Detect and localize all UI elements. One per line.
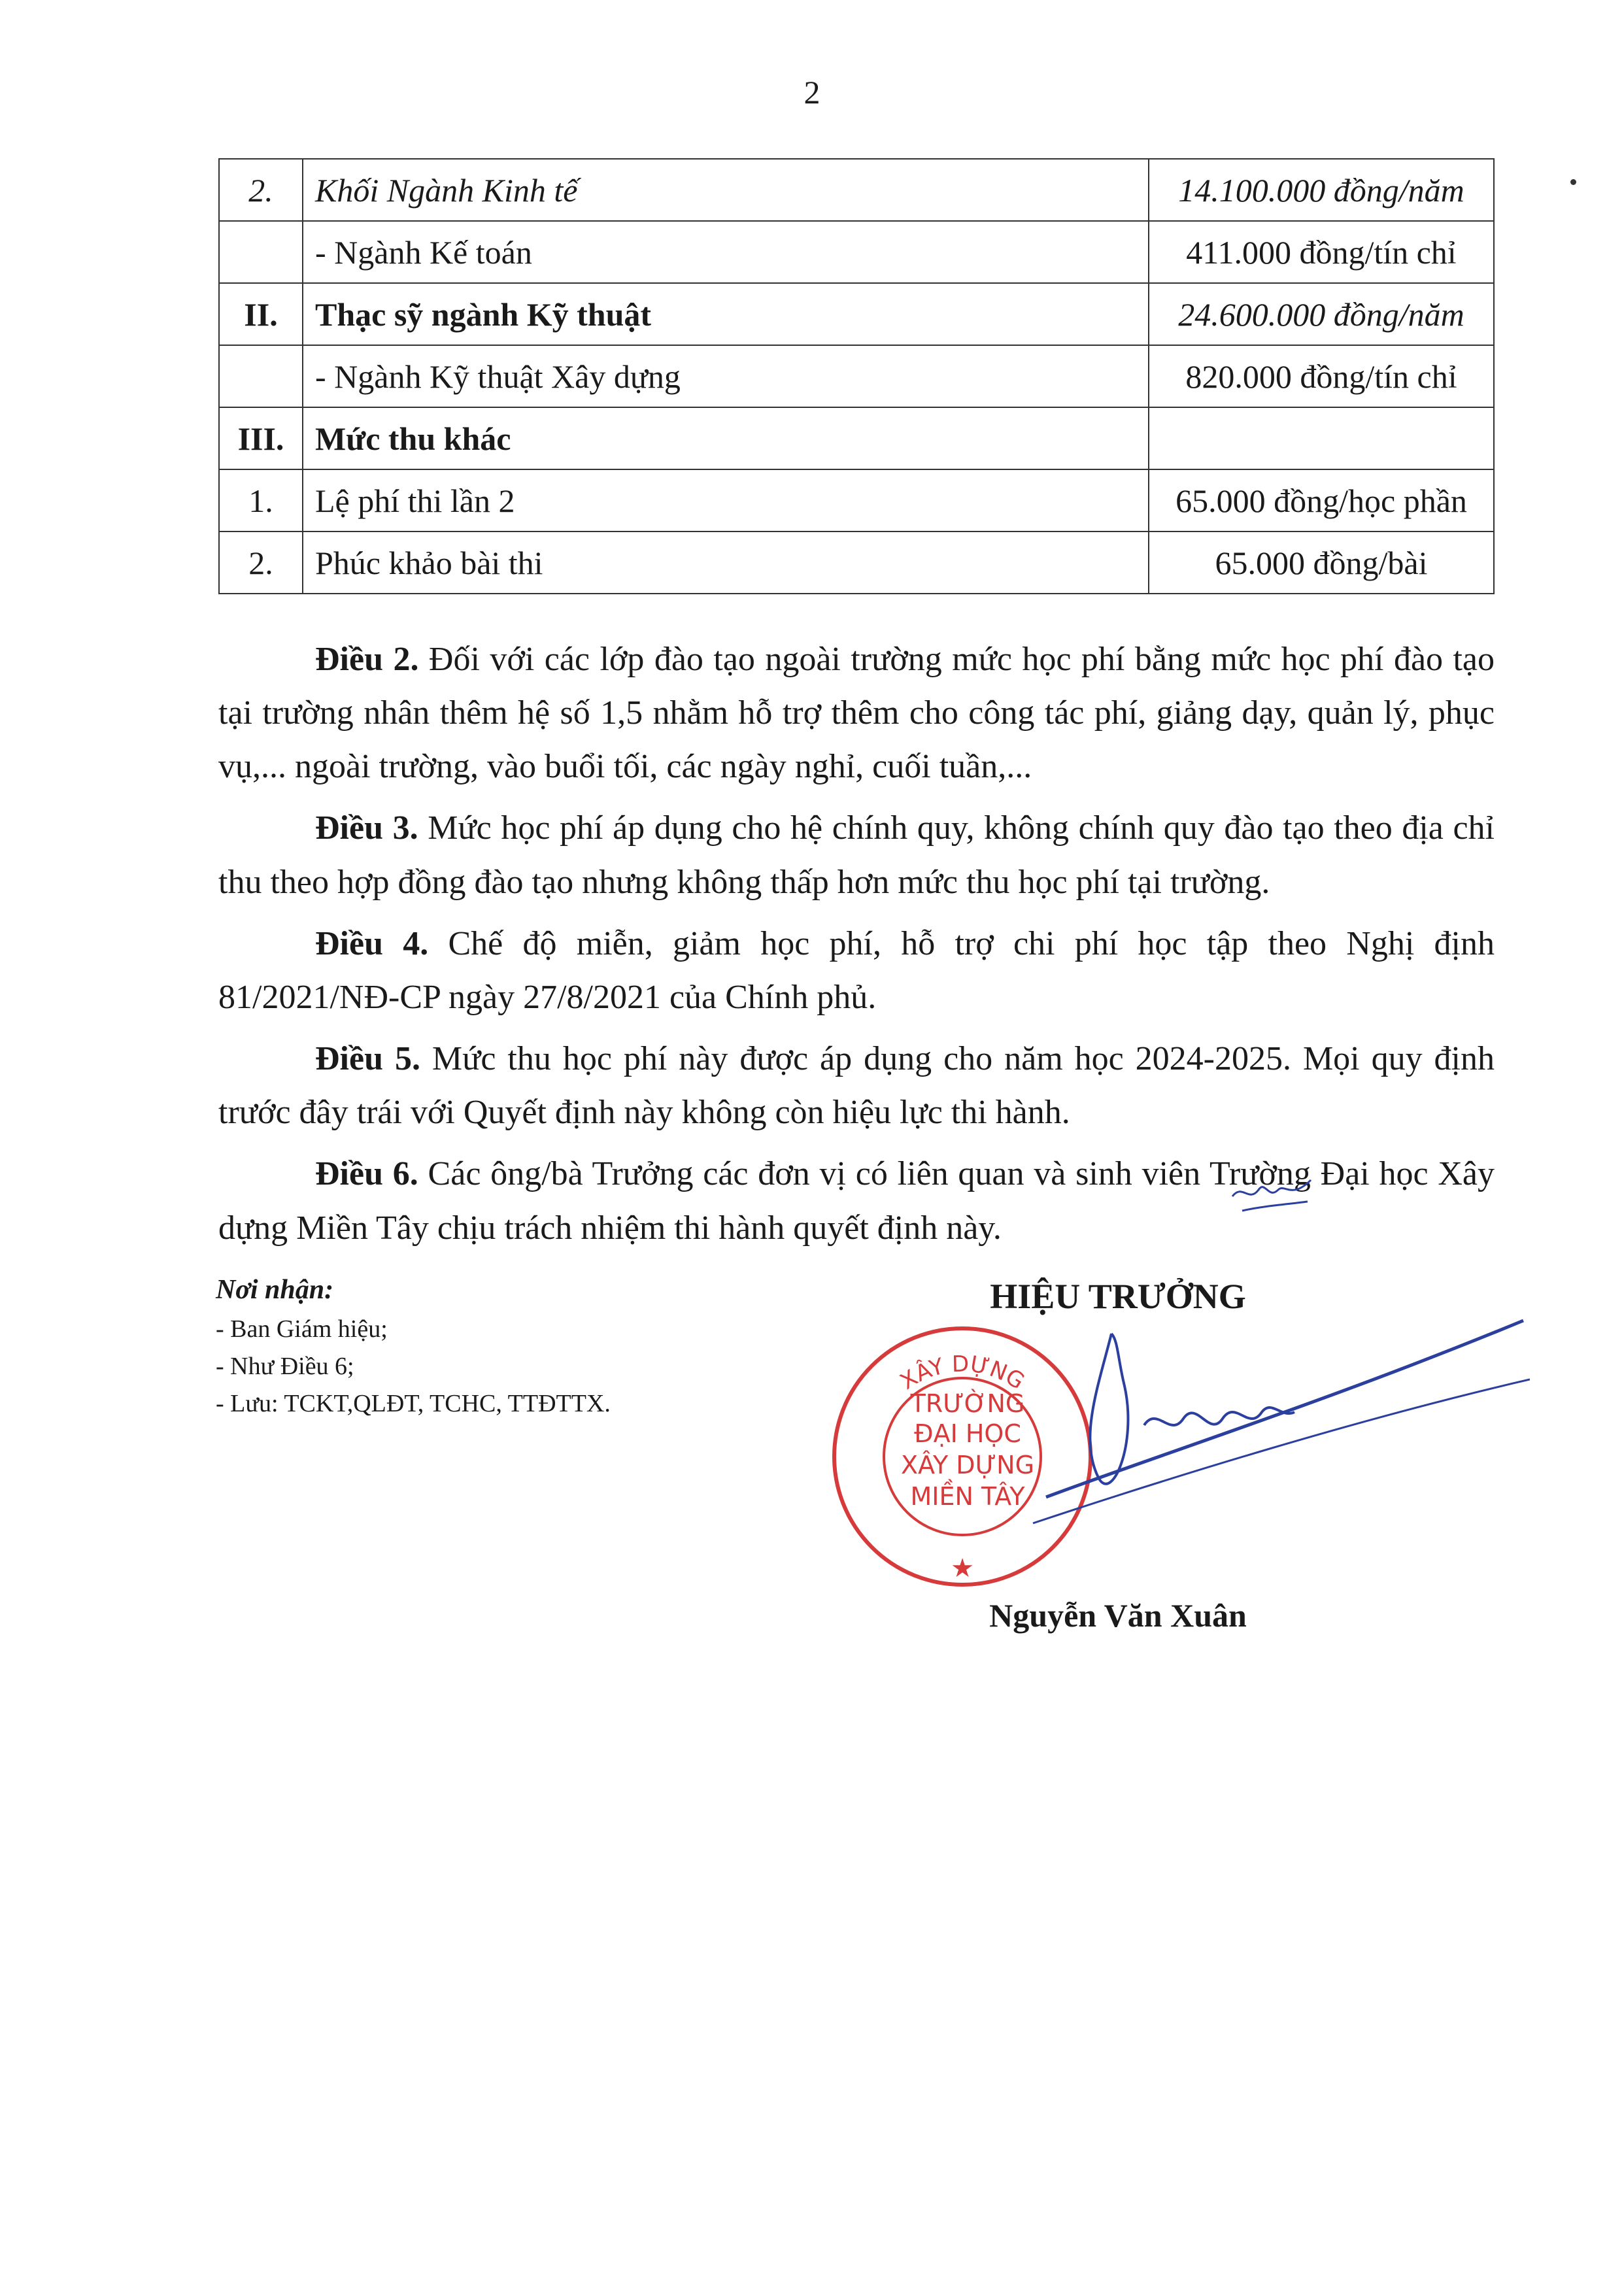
row-amount: 820.000 đồng/tín chỉ bbox=[1149, 345, 1494, 407]
table-row bbox=[219, 221, 1494, 283]
article-paragraph bbox=[218, 1032, 1495, 1139]
table-row bbox=[219, 159, 1494, 221]
fee-table bbox=[218, 158, 1495, 594]
row-number bbox=[219, 221, 303, 283]
signer-title: HIỆU TRƯỞNG bbox=[990, 1277, 1246, 1316]
row-number: 2. bbox=[219, 531, 303, 594]
seal-line: XÂY DỰNG bbox=[900, 1451, 1035, 1479]
row-number bbox=[219, 345, 303, 407]
seal-line: ĐẠI HỌC bbox=[914, 1419, 1021, 1448]
scan-speck bbox=[1570, 179, 1576, 185]
row-number: 1. bbox=[219, 469, 303, 531]
row-item: Phúc khảo bài thi bbox=[303, 531, 1149, 594]
article-text: Đối với các lớp đào tạo ngoài trường mức học phí bằng mức học phí đào tạo tại trường nhân thêm hệ số 1,5 nhằm hỗ trợ thêm cho công tác phí, giảng dạy, quản lý, phục vụ,... ngoài trường, vào buổi tối, các ngày nghỉ, cuối tuần,... bbox=[218, 641, 1495, 786]
article-paragraph bbox=[218, 801, 1495, 909]
signer-name: Nguyễn Văn Xuân bbox=[989, 1597, 1247, 1634]
row-item: Mức thu khác bbox=[303, 407, 1149, 469]
page-number: 2 bbox=[804, 74, 820, 110]
article-paragraph bbox=[218, 917, 1495, 1024]
row-amount: 65.000 đồng/bài bbox=[1149, 531, 1494, 594]
table-row bbox=[219, 345, 1494, 407]
table-row bbox=[219, 407, 1494, 469]
handwritten-signature bbox=[1020, 1307, 1530, 1556]
recipients-block bbox=[216, 1270, 611, 1423]
recipient-item: - Như Điều 6; bbox=[216, 1353, 354, 1380]
article-label: Điều 3. bbox=[315, 809, 418, 847]
article-paragraph bbox=[218, 633, 1495, 794]
row-item: - Ngành Kế toán bbox=[303, 221, 1149, 283]
row-number: II. bbox=[219, 283, 303, 345]
article-label: Điều 4. bbox=[315, 924, 429, 962]
article-text: Chế độ miễn, giảm học phí, hỗ trợ chi phí học tập theo Nghị định 81/2021/NĐ-CP ngày 27/8/2021 của Chính phủ. bbox=[218, 924, 1495, 1016]
article-text: Các ông/bà Trưởng các đơn vị có liên quan và sinh viên Trường Đại học Xây dựng Miền Tây chịu trách nhiệm thi hành quyết định này. bbox=[218, 1155, 1495, 1247]
table-row bbox=[219, 283, 1494, 345]
article-label: Điều 6. bbox=[315, 1155, 418, 1193]
recipient-item: - Ban Giám hiệu; bbox=[216, 1315, 388, 1343]
initials-mark bbox=[1229, 1170, 1314, 1216]
article-text: Mức thu học phí này được áp dụng cho năm học 2024-2025. Mọi quy định trước đây trái với Quyết định này không còn hiệu lực thi hành. bbox=[218, 1040, 1495, 1132]
row-number: 2. bbox=[219, 159, 303, 221]
seal-line: TRƯỜNG bbox=[910, 1389, 1025, 1418]
row-amount: 24.600.000 đồng/năm bbox=[1149, 283, 1494, 345]
seal-star-icon: ★ bbox=[951, 1553, 974, 1583]
table-row bbox=[219, 469, 1494, 531]
row-number: III. bbox=[219, 407, 303, 469]
table-row bbox=[219, 531, 1494, 594]
articles-section bbox=[218, 633, 1495, 1263]
row-item: - Ngành Kỹ thuật Xây dựng bbox=[303, 345, 1149, 407]
row-amount: 65.000 đồng/học phần bbox=[1149, 469, 1494, 531]
seal-outer-text: XÂY DỰNG bbox=[895, 1351, 1029, 1395]
row-item: Lệ phí thi lần 2 bbox=[303, 469, 1149, 531]
row-amount: 14.100.000 đồng/năm bbox=[1149, 159, 1494, 221]
row-item: Thạc sỹ ngành Kỹ thuật bbox=[303, 283, 1149, 345]
recipients-heading: Nơi nhận: bbox=[216, 1275, 334, 1305]
row-item: Khối Ngành Kinh tế bbox=[303, 159, 1149, 221]
article-text: Mức học phí áp dụng cho hệ chính quy, không chính quy đào tạo theo địa chỉ thu theo hợp đồng đào tạo nhưng không thấp hơn mức thu học phí tại trường. bbox=[218, 809, 1495, 901]
row-amount: 411.000 đồng/tín chỉ bbox=[1149, 221, 1494, 283]
article-label: Điều 2. bbox=[315, 641, 419, 678]
seal-line: MIỀN TÂY bbox=[910, 1482, 1025, 1511]
recipient-item: - Lưu: TCKT,QLĐT, TCHC, TTĐTTX. bbox=[216, 1390, 611, 1417]
row-amount bbox=[1149, 407, 1494, 469]
article-label: Điều 5. bbox=[315, 1040, 420, 1078]
